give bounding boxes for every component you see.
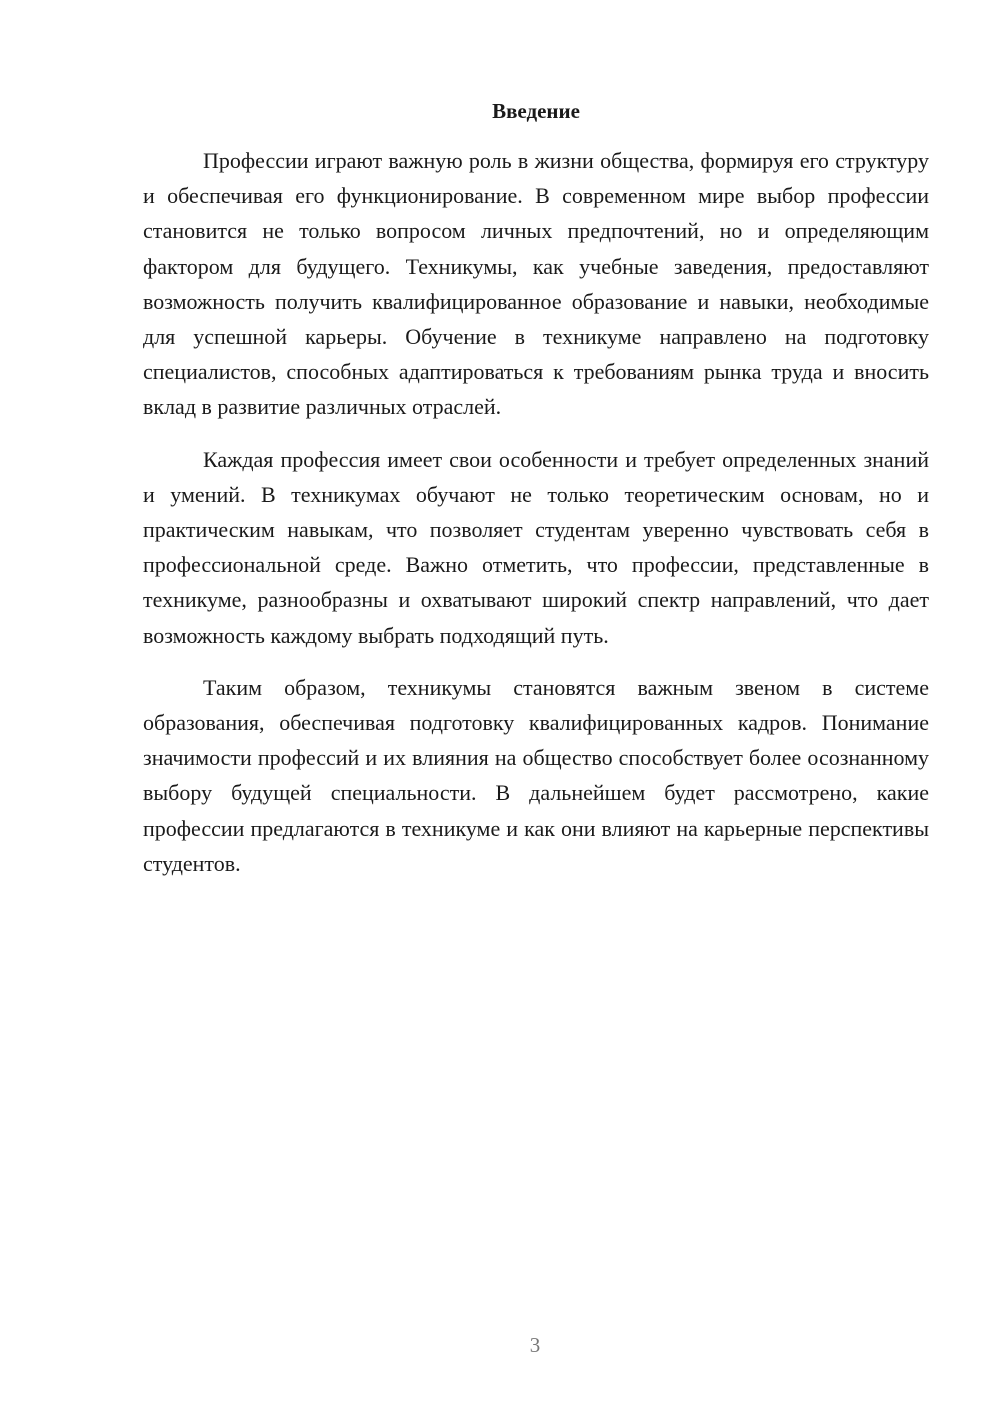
paragraph-1: Профессии играют важную роль в жизни общества, формируя его структуру и обеспечивая его функционирование. В современном мире выбор профессии становится не только вопросом личных предпочтений, но и определяющим фактором для будущего. Техникумы, как учебные заведения, предоставляют возможность получить квалифицированное образование и навыки, необходимые для успешной карьеры. Обучение в техникуме направлено на подготовку специалистов, способных адаптироваться к требованиям рынка труда и вносить вклад в развитие различных отраслей. (143, 148, 929, 420)
page-body (143, 96, 929, 898)
paragraph-2: Каждая профессия имеет свои особенности и требует определенных знаний и умений. В техникумах обучают не только теоретическим основам, но и практическим навыкам, что позволяет студентам уверенно чувствовать себя в профессиональной среде. Важно отметить, что профессии, представленные в техникуме, разнообразны и охватывают широкий спектр направлений, что дает возможность каждому выбрать подходящий путь. (143, 446, 929, 648)
section-heading: Введение (492, 99, 580, 123)
page-number: 3 (529, 1333, 541, 1357)
paragraph-3: Таким образом, техникумы становятся важным звеном в системе образования, обеспечивая подготовку квалифицированных кадров. Понимание значимости профессий и их влияния на общество способствует более осознанному выбору будущей специальности. В дальнейшем будет рассмотрено, какие профессии предлагаются в техникуме и как они влияют на карьерные перспективы студентов. (143, 674, 929, 876)
